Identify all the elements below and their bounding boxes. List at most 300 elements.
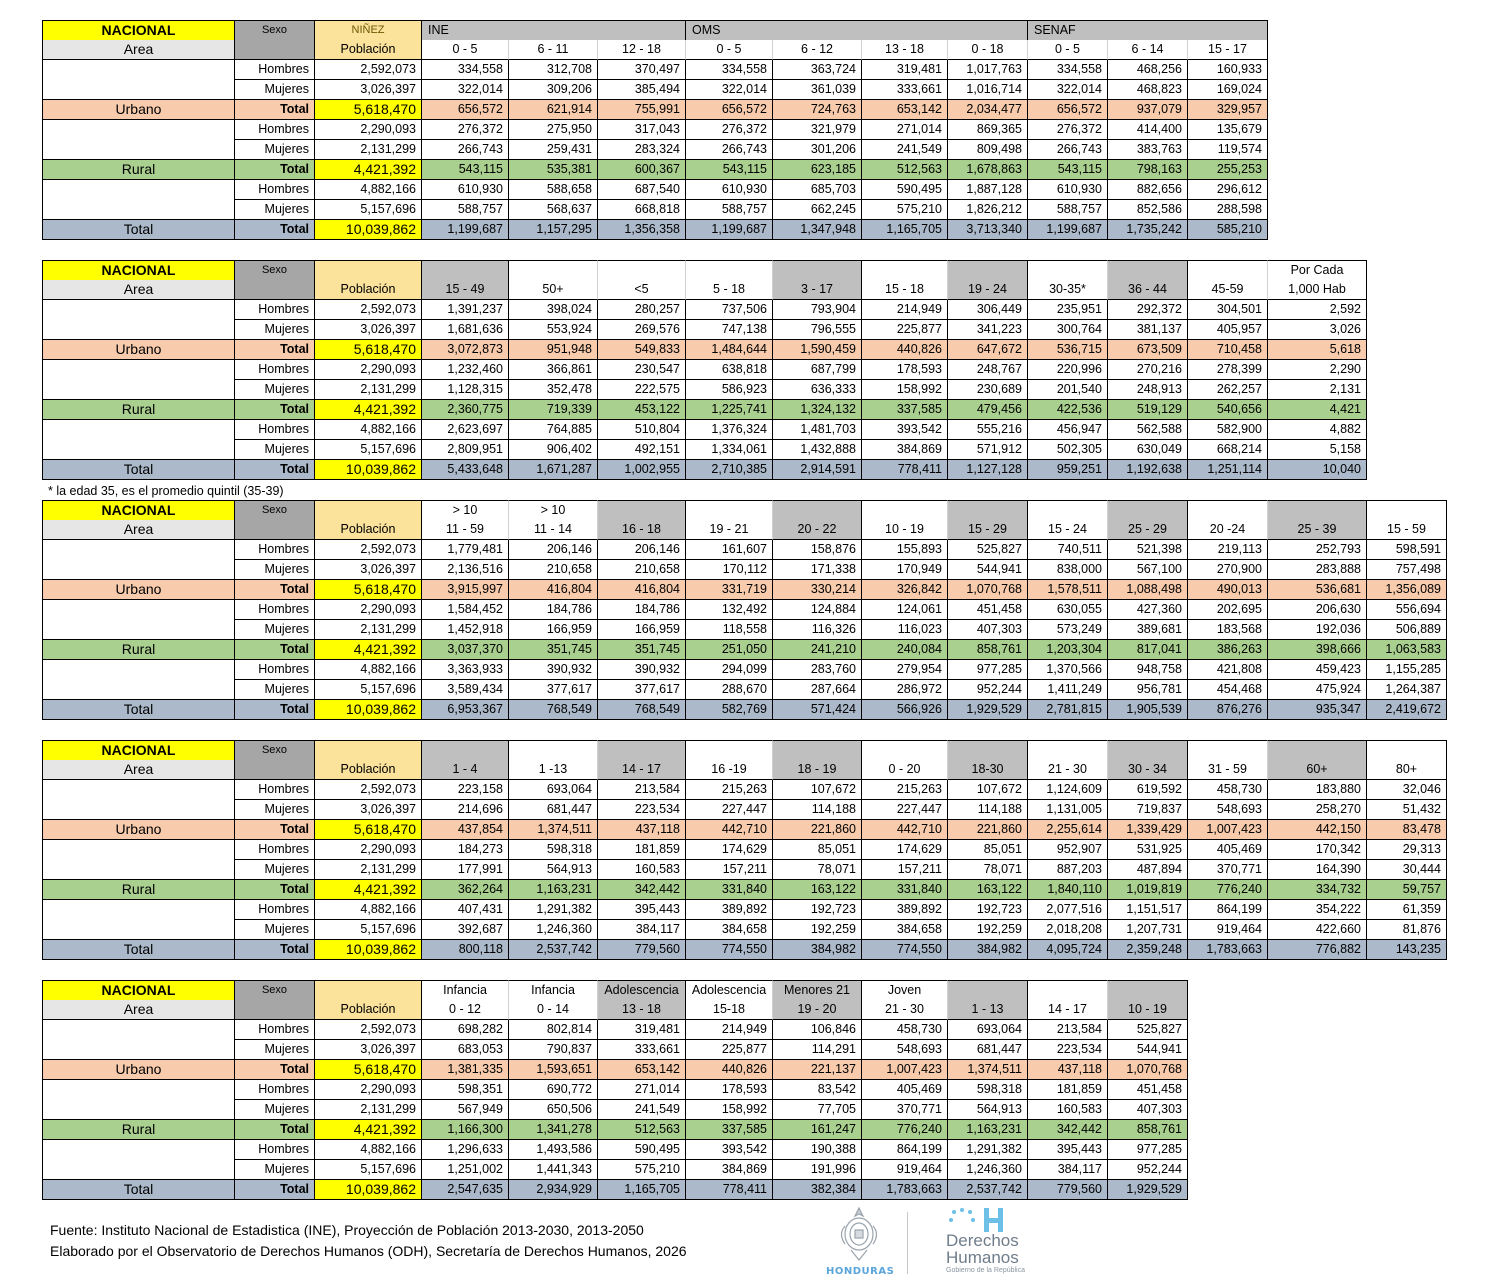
- value-cell: 85,051: [948, 840, 1028, 860]
- value-cell: 653,142: [598, 1060, 686, 1080]
- column-top-label: [598, 260, 686, 280]
- value-cell: 4,421: [1268, 400, 1367, 420]
- value-cell: 266,743: [422, 140, 509, 160]
- value-cell: 774,550: [686, 940, 773, 960]
- value-cell: 414,400: [1108, 120, 1188, 140]
- value-cell: 390,932: [509, 660, 598, 680]
- population-table-3: [42, 500, 1447, 720]
- value-cell: 202,695: [1188, 600, 1268, 620]
- value-cell: 1,165,705: [862, 220, 948, 240]
- value-cell: 300,764: [1028, 320, 1108, 340]
- nacional-label: NACIONAL: [42, 740, 235, 760]
- column-age-label: 20 -24: [1188, 520, 1268, 540]
- table-row: [42, 1060, 1188, 1080]
- value-cell: 389,681: [1108, 620, 1188, 640]
- value-cell: 619,592: [1108, 780, 1188, 800]
- area-cell: [42, 60, 235, 80]
- sexo-cell: Mujeres: [235, 680, 315, 700]
- column-age-label: 5 - 18: [686, 280, 773, 300]
- value-cell: 389,892: [862, 900, 948, 920]
- table-row: [42, 580, 1447, 600]
- sexo-cell: Mujeres: [235, 320, 315, 340]
- value-cell: 116,023: [862, 620, 948, 640]
- sexo-blank: [235, 280, 315, 300]
- value-cell: 322,014: [686, 80, 773, 100]
- column-top-label: [773, 500, 862, 520]
- value-cell: 6,953,367: [422, 700, 509, 720]
- value-cell: 213,584: [598, 780, 686, 800]
- column-top-label: Infancia: [509, 980, 598, 1000]
- value-cell: 817,041: [1108, 640, 1188, 660]
- value-cell: 222,575: [598, 380, 686, 400]
- value-cell: 5,618: [1268, 340, 1367, 360]
- sexo-label: Sexo: [235, 20, 315, 40]
- value-cell: 296,612: [1188, 180, 1268, 200]
- table-row: [42, 220, 1268, 240]
- column-age-label: 15 - 59: [1367, 520, 1447, 540]
- value-cell: 331,719: [686, 580, 773, 600]
- value-cell: 201,540: [1028, 380, 1108, 400]
- poblacion-value: 2,592,073: [315, 1020, 422, 1040]
- sexo-cell: Mujeres: [235, 380, 315, 400]
- value-cell: 77,705: [773, 1100, 862, 1120]
- value-cell: 158,992: [686, 1100, 773, 1120]
- header-row-top: [42, 740, 1447, 760]
- column-age-label: 14 - 17: [598, 760, 686, 780]
- value-cell: 1,374,511: [509, 820, 598, 840]
- value-cell: 1,163,231: [948, 1120, 1028, 1140]
- table-row: [42, 1140, 1188, 1160]
- table-row: [42, 1160, 1188, 1180]
- value-cell: 525,827: [948, 540, 1028, 560]
- value-cell: 1,783,663: [862, 1180, 948, 1200]
- value-cell: 283,888: [1268, 560, 1367, 580]
- sexo-cell: Hombres: [235, 1140, 315, 1160]
- value-cell: 451,458: [948, 600, 1028, 620]
- column-top-label: [862, 500, 948, 520]
- value-cell: 681,447: [948, 1040, 1028, 1060]
- value-cell: 1,578,511: [1028, 580, 1108, 600]
- poblacion-value: 10,039,862: [315, 220, 422, 240]
- column-age-label: 19 - 21: [686, 520, 773, 540]
- value-cell: 132,492: [686, 600, 773, 620]
- value-cell: 83,542: [773, 1080, 862, 1100]
- poblacion-top-label: [315, 260, 422, 280]
- area-cell: [42, 180, 235, 200]
- value-cell: 487,894: [1108, 860, 1188, 880]
- column-top-label: Adolescencia: [686, 980, 773, 1000]
- poblacion-value: 4,882,166: [315, 180, 422, 200]
- value-cell: 1,251,114: [1188, 460, 1268, 480]
- value-cell: 1,356,358: [598, 220, 686, 240]
- sexo-cell: Hombres: [235, 420, 315, 440]
- value-cell: 223,534: [1028, 1040, 1108, 1060]
- value-cell: 1,063,583: [1367, 640, 1447, 660]
- value-cell: 333,661: [598, 1040, 686, 1060]
- value-cell: 354,222: [1268, 900, 1367, 920]
- sexo-label: Sexo: [235, 980, 315, 1000]
- area-cell: [42, 920, 235, 940]
- value-cell: 549,833: [598, 340, 686, 360]
- value-cell: 977,285: [948, 660, 1028, 680]
- value-cell: 85,051: [773, 840, 862, 860]
- sexo-cell: Total: [235, 100, 315, 120]
- value-cell: 882,656: [1108, 180, 1188, 200]
- value-cell: 170,112: [686, 560, 773, 580]
- value-cell: 1,225,741: [686, 400, 773, 420]
- value-cell: 192,259: [948, 920, 1028, 940]
- table-row: [42, 180, 1268, 200]
- table-row: [42, 940, 1447, 960]
- value-cell: 192,723: [773, 900, 862, 920]
- column-age-label: 1,000 Hab: [1268, 280, 1367, 300]
- value-cell: 78,071: [948, 860, 1028, 880]
- value-cell: 510,804: [598, 420, 686, 440]
- column-top-label: [1188, 740, 1268, 760]
- sexo-cell: Total: [235, 1180, 315, 1200]
- value-cell: 1,157,295: [509, 220, 598, 240]
- column-top-label: [1028, 260, 1108, 280]
- value-cell: 266,743: [686, 140, 773, 160]
- value-cell: 114,291: [773, 1040, 862, 1060]
- value-cell: 1,370,566: [1028, 660, 1108, 680]
- value-cell: 5,433,648: [422, 460, 509, 480]
- poblacion-label: Población: [315, 40, 422, 60]
- column-age-label: 15 - 18: [862, 280, 948, 300]
- value-cell: 802,814: [509, 1020, 598, 1040]
- sexo-blank: [235, 40, 315, 60]
- value-cell: 636,333: [773, 380, 862, 400]
- column-top-label: [1108, 740, 1188, 760]
- value-cell: 2,290: [1268, 360, 1367, 380]
- poblacion-value: 2,290,093: [315, 120, 422, 140]
- value-cell: 331,840: [686, 880, 773, 900]
- value-cell: 1,199,687: [422, 220, 509, 240]
- poblacion-value: 2,290,093: [315, 1080, 422, 1100]
- value-cell: 458,730: [862, 1020, 948, 1040]
- value-cell: 370,497: [598, 60, 686, 80]
- sexo-cell: Mujeres: [235, 1040, 315, 1060]
- value-cell: 3,072,873: [422, 340, 509, 360]
- value-cell: 107,672: [773, 780, 862, 800]
- value-cell: 544,941: [948, 560, 1028, 580]
- value-cell: 1,070,768: [948, 580, 1028, 600]
- value-cell: 776,240: [862, 1120, 948, 1140]
- value-cell: 384,982: [773, 940, 862, 960]
- value-cell: 2,537,742: [509, 940, 598, 960]
- value-cell: 575,210: [598, 1160, 686, 1180]
- value-cell: 322,014: [422, 80, 509, 100]
- area-label: Area: [42, 1000, 235, 1020]
- column-top-label: [1268, 500, 1367, 520]
- area-total: Total: [42, 940, 235, 960]
- value-cell: 270,216: [1108, 360, 1188, 380]
- table-row: [42, 1080, 1188, 1100]
- value-cell: 793,904: [773, 300, 862, 320]
- value-cell: 2,018,208: [1028, 920, 1108, 940]
- value-cell: 163,122: [773, 880, 862, 900]
- value-cell: 693,064: [948, 1020, 1028, 1040]
- honduras-logo: [826, 1204, 895, 1280]
- value-cell: 279,954: [862, 660, 948, 680]
- column-top-label: [948, 260, 1028, 280]
- value-cell: 2,710,385: [686, 460, 773, 480]
- sexo-cell: Total: [235, 820, 315, 840]
- value-cell: 223,158: [422, 780, 509, 800]
- value-cell: 241,549: [598, 1100, 686, 1120]
- table-row: [42, 320, 1367, 340]
- value-cell: 1,163,231: [509, 880, 598, 900]
- header-row-top: [42, 20, 1268, 40]
- value-cell: 192,036: [1268, 620, 1367, 640]
- value-cell: 178,593: [686, 1080, 773, 1100]
- area-cell: [42, 680, 235, 700]
- column-age-label: 25 - 29: [1108, 520, 1188, 540]
- value-cell: 317,043: [598, 120, 686, 140]
- value-cell: 155,893: [862, 540, 948, 560]
- value-cell: 227,447: [862, 800, 948, 820]
- sexo-blank: [235, 760, 315, 780]
- column-age-label: 12 - 18: [598, 40, 686, 60]
- value-cell: 157,211: [686, 860, 773, 880]
- column-age-label: 0 - 5: [686, 40, 773, 60]
- value-cell: 1,128,315: [422, 380, 509, 400]
- poblacion-value: 5,157,696: [315, 200, 422, 220]
- value-cell: 776,882: [1268, 940, 1367, 960]
- column-top-label: > 10: [509, 500, 598, 520]
- value-cell: 106,846: [773, 1020, 862, 1040]
- column-age-label: 21 - 30: [1028, 760, 1108, 780]
- value-cell: 2,360,775: [422, 400, 509, 420]
- column-age-label: 11 - 14: [509, 520, 598, 540]
- area-cell: [42, 860, 235, 880]
- value-cell: 32,046: [1367, 780, 1447, 800]
- value-cell: 2,034,477: [948, 100, 1028, 120]
- value-cell: 951,948: [509, 340, 598, 360]
- value-cell: 1,432,888: [773, 440, 862, 460]
- column-top-label: Menores 21: [773, 980, 862, 1000]
- column-age-label: 30 - 34: [1108, 760, 1188, 780]
- sexo-label: Sexo: [235, 740, 315, 760]
- value-cell: 366,861: [509, 360, 598, 380]
- value-cell: 698,282: [422, 1020, 509, 1040]
- value-cell: 683,053: [422, 1040, 509, 1060]
- value-cell: 919,464: [1188, 920, 1268, 940]
- value-cell: 567,949: [422, 1100, 509, 1120]
- value-cell: 1,452,918: [422, 620, 509, 640]
- value-cell: 287,664: [773, 680, 862, 700]
- poblacion-value: 4,421,392: [315, 880, 422, 900]
- value-cell: 2,359,248: [1108, 940, 1188, 960]
- value-cell: 370,771: [1188, 860, 1268, 880]
- value-cell: 1,905,539: [1108, 700, 1188, 720]
- value-cell: 598,318: [509, 840, 598, 860]
- area-label: Area: [42, 760, 235, 780]
- value-cell: 276,372: [422, 120, 509, 140]
- column-age-label: 60+: [1268, 760, 1367, 780]
- column-top-label: [948, 980, 1028, 1000]
- value-cell: 858,761: [1108, 1120, 1188, 1140]
- value-cell: 337,585: [862, 400, 948, 420]
- value-cell: 809,498: [948, 140, 1028, 160]
- value-cell: 352,478: [509, 380, 598, 400]
- column-top-label: [948, 500, 1028, 520]
- area-cell: [42, 140, 235, 160]
- value-cell: 395,443: [1028, 1140, 1108, 1160]
- value-cell: 384,117: [1028, 1160, 1108, 1180]
- column-age-label: 14 - 17: [1028, 1000, 1108, 1020]
- table-row: [42, 360, 1367, 380]
- derechos-humanos-logo: [946, 1206, 1056, 1280]
- value-cell: 1,192,638: [1108, 460, 1188, 480]
- column-top-label: [1367, 500, 1447, 520]
- column-age-label: 0 - 18: [948, 40, 1028, 60]
- value-cell: 2,781,815: [1028, 700, 1108, 720]
- value-cell: 600,367: [598, 160, 686, 180]
- value-cell: 740,511: [1028, 540, 1108, 560]
- value-cell: 1,593,651: [509, 1060, 598, 1080]
- value-cell: 442,710: [862, 820, 948, 840]
- value-cell: 351,745: [509, 640, 598, 660]
- group-header-ine: INE: [422, 20, 686, 40]
- value-cell: 81,876: [1367, 920, 1447, 940]
- value-cell: 158,992: [862, 380, 948, 400]
- column-top-label: [1367, 740, 1447, 760]
- area-cell: [42, 200, 235, 220]
- value-cell: 1,339,429: [1108, 820, 1188, 840]
- area-rural: Rural: [42, 880, 235, 900]
- value-cell: 687,799: [773, 360, 862, 380]
- value-cell: 384,869: [686, 1160, 773, 1180]
- value-cell: 183,880: [1268, 780, 1367, 800]
- value-cell: 422,536: [1028, 400, 1108, 420]
- population-table-5: [42, 980, 1188, 1200]
- value-cell: 269,576: [598, 320, 686, 340]
- value-cell: 283,760: [773, 660, 862, 680]
- column-top-label: [1028, 500, 1108, 520]
- table-row: [42, 100, 1268, 120]
- value-cell: 160,583: [1028, 1100, 1108, 1120]
- value-cell: 143,235: [1367, 940, 1447, 960]
- sexo-cell: Total: [235, 340, 315, 360]
- value-cell: 276,372: [1028, 120, 1108, 140]
- value-cell: 61,359: [1367, 900, 1447, 920]
- value-cell: 864,199: [1188, 900, 1268, 920]
- value-cell: 544,941: [1108, 1040, 1188, 1060]
- value-cell: 1,324,132: [773, 400, 862, 420]
- column-top-label: [773, 260, 862, 280]
- value-cell: 183,568: [1188, 620, 1268, 640]
- nacional-label: NACIONAL: [42, 260, 235, 280]
- column-age-label: 15 - 17: [1188, 40, 1268, 60]
- value-cell: 384,869: [862, 440, 948, 460]
- value-cell: 887,203: [1028, 860, 1108, 880]
- value-cell: 598,318: [948, 1080, 1028, 1100]
- sexo-cell: Hombres: [235, 120, 315, 140]
- value-cell: 283,324: [598, 140, 686, 160]
- area-rural: Rural: [42, 400, 235, 420]
- area-cell: [42, 300, 235, 320]
- poblacion-value: 2,131,299: [315, 860, 422, 880]
- area-cell: [42, 900, 235, 920]
- sexo-cell: Hombres: [235, 300, 315, 320]
- value-cell: 1,127,128: [948, 460, 1028, 480]
- value-cell: 405,469: [1188, 840, 1268, 860]
- value-cell: 768,549: [598, 700, 686, 720]
- column-age-label: 13 - 18: [598, 1000, 686, 1020]
- area-cell: [42, 1040, 235, 1060]
- header-row-top: [42, 980, 1188, 1000]
- value-cell: 181,859: [598, 840, 686, 860]
- area-cell: [42, 1140, 235, 1160]
- value-cell: 693,064: [509, 780, 598, 800]
- poblacion-value: 4,882,166: [315, 1140, 422, 1160]
- column-age-label: 25 - 39: [1268, 520, 1367, 540]
- sexo-cell: Mujeres: [235, 860, 315, 880]
- column-top-label: [1108, 500, 1188, 520]
- header-row-labels: [42, 280, 1367, 300]
- value-cell: 796,555: [773, 320, 862, 340]
- value-cell: 919,464: [862, 1160, 948, 1180]
- value-cell: 259,431: [509, 140, 598, 160]
- value-cell: 59,757: [1367, 880, 1447, 900]
- column-top-label: [509, 740, 598, 760]
- poblacion-value: 5,618,470: [315, 820, 422, 840]
- value-cell: 1,441,343: [509, 1160, 598, 1180]
- value-cell: 588,757: [686, 200, 773, 220]
- value-cell: 1,088,498: [1108, 580, 1188, 600]
- column-top-label: [422, 260, 509, 280]
- value-cell: 393,542: [686, 1140, 773, 1160]
- column-age-label: 13 - 18: [862, 40, 948, 60]
- poblacion-value: 3,026,397: [315, 320, 422, 340]
- value-cell: 590,495: [862, 180, 948, 200]
- value-cell: 214,696: [422, 800, 509, 820]
- value-cell: 337,585: [686, 1120, 773, 1140]
- area-rural: Rural: [42, 1120, 235, 1140]
- value-cell: 206,146: [509, 540, 598, 560]
- area-urbano: Urbano: [42, 580, 235, 600]
- value-cell: 171,338: [773, 560, 862, 580]
- value-cell: 301,206: [773, 140, 862, 160]
- value-cell: 166,959: [509, 620, 598, 640]
- table-row: [42, 1180, 1188, 1200]
- value-cell: 1,735,242: [1108, 220, 1188, 240]
- table-row: [42, 780, 1447, 800]
- area-label: Area: [42, 280, 235, 300]
- value-cell: 184,786: [598, 600, 686, 620]
- sexo-blank: [235, 520, 315, 540]
- value-cell: 512,563: [862, 160, 948, 180]
- value-cell: 262,257: [1188, 380, 1268, 400]
- column-age-label: 45-59: [1188, 280, 1268, 300]
- value-cell: 1,207,731: [1108, 920, 1188, 940]
- area-cell: [42, 440, 235, 460]
- column-age-label: <5: [598, 280, 686, 300]
- value-cell: 621,914: [509, 100, 598, 120]
- value-cell: 774,550: [862, 940, 948, 960]
- poblacion-value: 5,157,696: [315, 1160, 422, 1180]
- value-cell: 543,115: [1028, 160, 1108, 180]
- column-top-label: [1028, 740, 1108, 760]
- value-cell: 334,732: [1268, 880, 1367, 900]
- value-cell: 174,629: [862, 840, 948, 860]
- value-cell: 384,982: [948, 940, 1028, 960]
- value-cell: 719,837: [1108, 800, 1188, 820]
- value-cell: 398,024: [509, 300, 598, 320]
- poblacion-top-label: [315, 740, 422, 760]
- column-age-label: 1 - 13: [948, 1000, 1028, 1020]
